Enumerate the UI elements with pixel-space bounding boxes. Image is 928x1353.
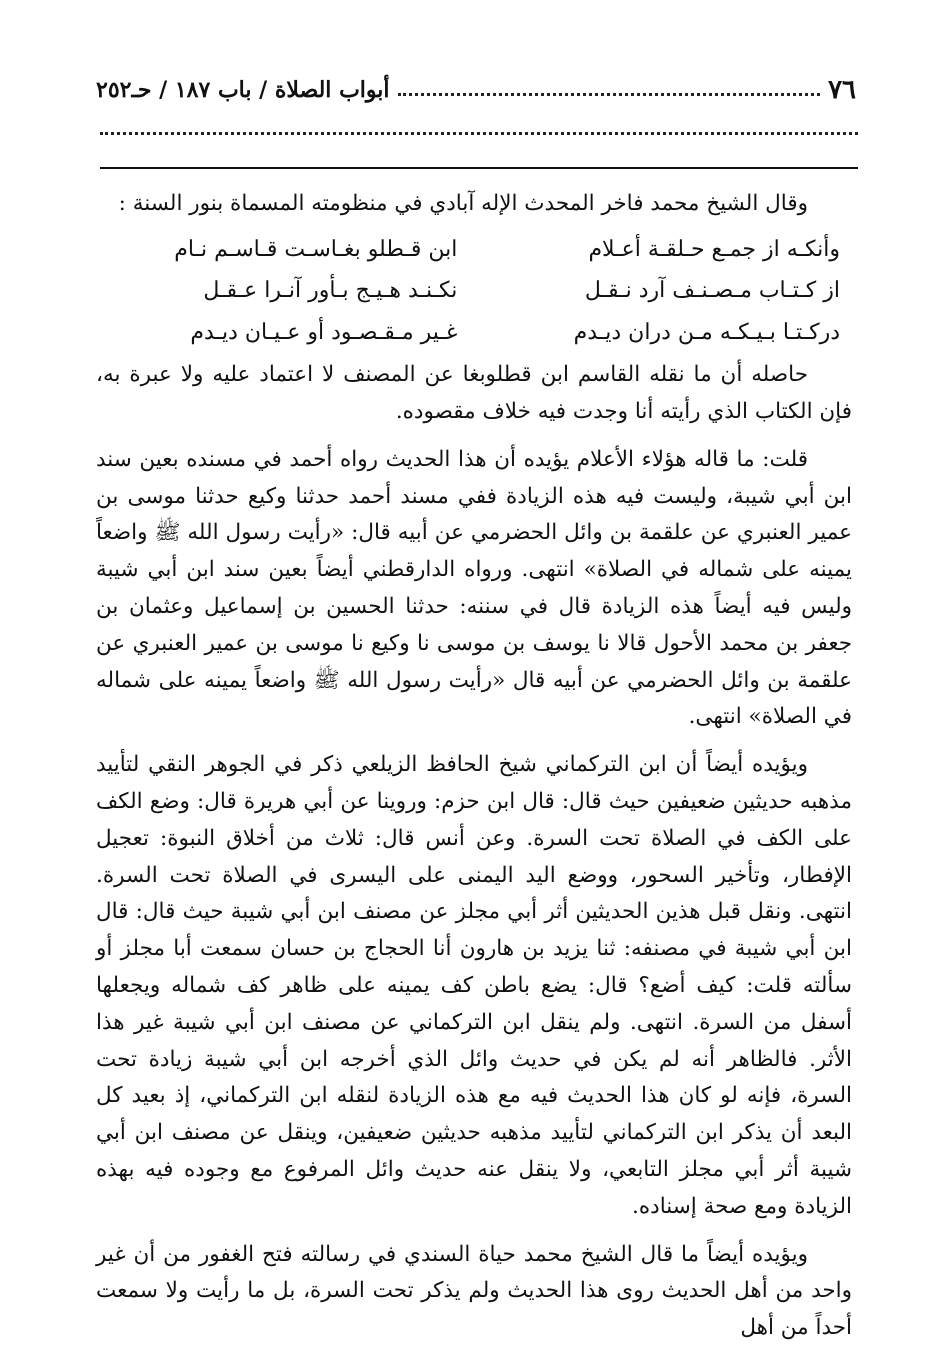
- page-number: ٧٦: [828, 75, 856, 105]
- paragraph: ويؤيده أيضاً أن ابن التركماني شيخ الحافظ الزيلعي ذكر في الجوهر النقي لتأييد مذهبه حديثين ضعيفين حيث قال: قال ابن حزم: وروينا عن أبي هريرة قال: وضع الكف على الكف في الصلاة تحت السرة. وعن أنس قال: ثلاث من أخلاق النبوة: تعجيل الإفطار، وتأخير السحور، ووضع اليد اليمنى على اليسرى في الصلاة تحت السرة. انتهى. ونقل قبل هذين الحديثين أثر أبي مجلز عن مصنف ابن أبي شيبة حيث قال: قال ابن أبي شيبة في مصنفه: ثنا يزيد بن هارون أنا الحجاج بن حسان سمعت أبا مجلز أو سألته قلت: كيف أضع؟ قال: يضع باطن كف يمينه على ظاهر كف شماله ويجعلها أسفل من السرة. انتهى. ولم ينقل ابن التركماني عن مصنف ابن أبي شيبة غير هذا الأثر. فالظاهر أنه لم يكن في حديث وائل الذي أخرجه ابن أبي شيبة زيادة تحت السرة، فإنه لو كان هذا الحديث فيه مع هذه الزيادة لنقله ابن التركماني، إذ بعيد كل البعد أن يذكر ابن التركماني لتأييد مذهبه حديثين ضعيفين، وينقل عن مصنف ابن أبي شيبة أثر أبي مجلز التابعي، ولا ينقل عنه حديث وائل المرفوع مع وجوده فيه بهذه الزيادة ومع صحة إسناده.: [96, 752, 852, 1219]
- page-body: [96, 186, 852, 1347]
- header-leader-dots: [398, 93, 821, 96]
- paragraph: قلت: ما قاله هؤلاء الأعلام يؤيده أن هذا الحديث رواه أحمد في مسنده بعين سند ابن أبي شيبة، وليست فيه هذه الزيادة ففي مسند أحمد حدثنا وكيع حدثنا موسى بن عمير العنبري عن علقمة بن وائل الحضرمي عن أبيه قال: «رأيت رسول الله ﷺ واضعاً يمينه على شماله في الصلاة» انتهى. ورواه الدارقطني أيضاً بعين سند ابن أبي شيبة وليس فيه أيضاً هذه الزيادة قال في سننه: حدثنا الحسين بن إسماعيل وعثمان بن جعفر بن محمد الأحول قالا نا يوسف بن موسى نا وكيع نا موسى بن عمير العنبري عن علقمة بن وائل الحضرمي عن أبيه قال «رأيت رسول الله ﷺ واضعاً يمينه على شماله في الصلاة» انتهى.: [96, 446, 852, 730]
- verse-hemistich-first: دركـتـا بـيـكـه مـن دران ديـدم: [573, 319, 840, 345]
- paragraph: حاصله أن ما نقله القاسم ابن قطلوبغا عن المصنف لا اعتماد عليه ولا عبرة به، فإن الكتاب الذي رأيته أنا وجدت فيه خلاف مقصوده.: [96, 362, 852, 425]
- dotted-separator: [100, 132, 858, 135]
- running-head: [96, 70, 856, 110]
- persian-poem: [96, 229, 852, 354]
- paragraph: ويؤيده أيضاً ما قال الشيخ محمد حياة السندي في رسالته فتح الغفور من أن غير واحد من أهل الحديث روى هذا الحديث ولم يذكر تحت السرة، بل ما رأيت ولا سمعت أحداً من أهل: [96, 1241, 852, 1341]
- verse-hemistich-first: از كـتـاب مـصـنـف آرد نـقـل: [584, 278, 840, 304]
- running-title: أبواب الصلاة / باب ١٨٧ / حـ٢٥٢: [96, 77, 390, 103]
- verse-line: [96, 270, 852, 312]
- verse-hemistich-second: نكـنـد هـيـج بـأور آنـرا عـقـل: [203, 278, 458, 304]
- verse-line: [96, 312, 852, 354]
- verse-hemistich-second: ابن قـطلو بغـاسـت قـاسـم نـام: [174, 236, 458, 262]
- verse-hemistich-second: غـير مـقـصـود أو عـيـان ديـدم: [190, 319, 458, 345]
- verse-hemistich-first: وأنكـه از جمـع حـلقـة أعـلام: [588, 236, 840, 262]
- header-rule: [100, 167, 858, 169]
- verse-line: [96, 229, 852, 271]
- poem-intro: وقال الشيخ محمد فاخر المحدث الإله آبادي في منظومته المسماة بنور السنة :: [118, 191, 808, 216]
